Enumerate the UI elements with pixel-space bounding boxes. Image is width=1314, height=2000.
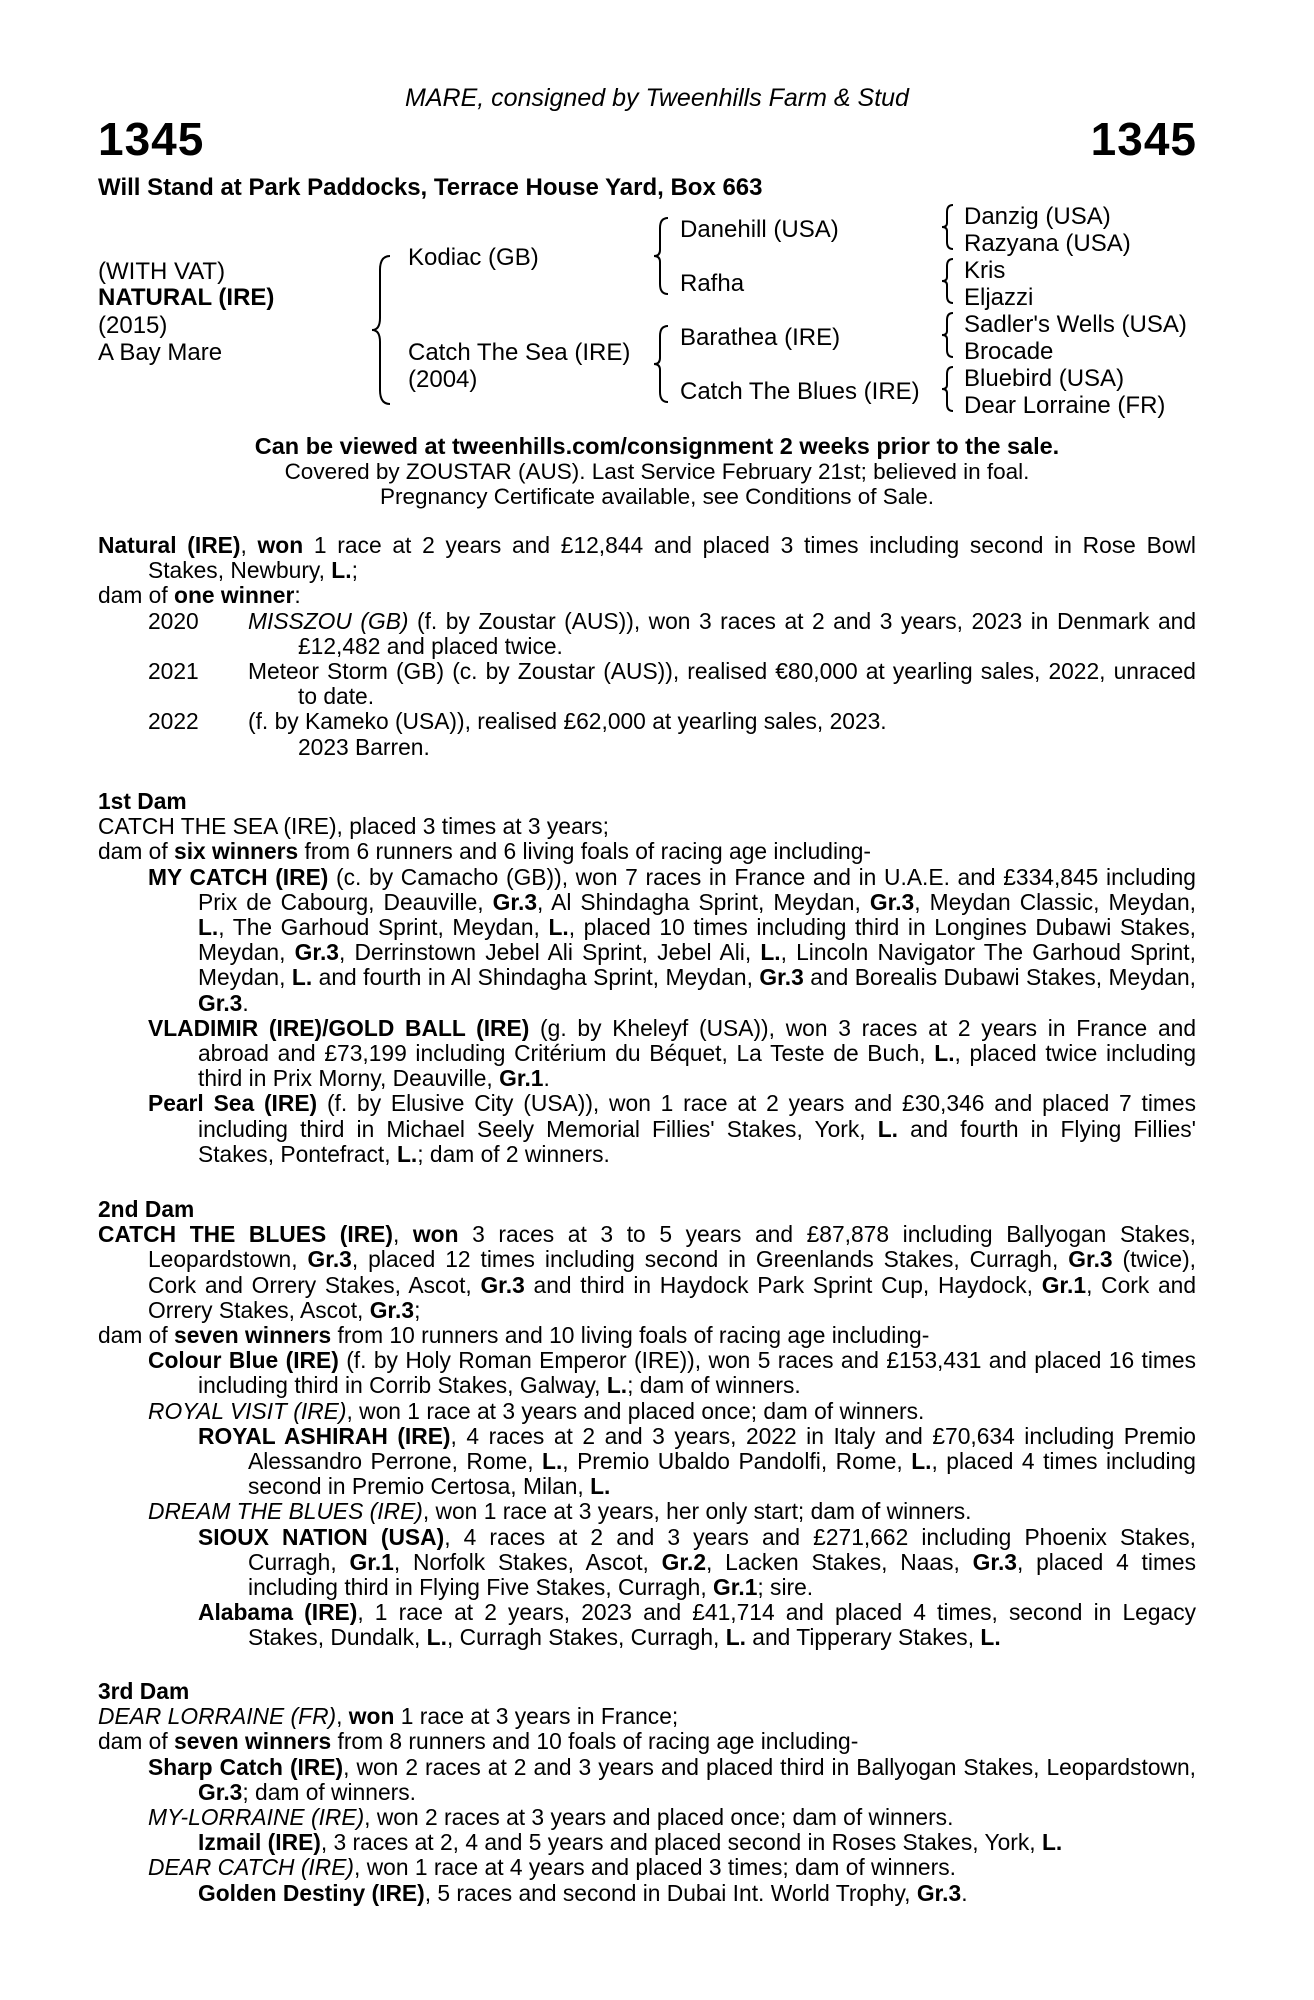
grade-mark: Gr.3 [480,1271,525,1298]
listed-mark: L. [291,964,313,991]
entry-text: . [543,1065,550,1092]
grade-mark: Gr.1 [713,1574,758,1601]
listed-mark: L. [911,1448,932,1475]
grand-progeny-entry [198,1600,1196,1650]
entry-text: , Cork and Orrery Stakes, Ascot, [148,1271,1196,1323]
entry-text: , placed 4 times including second in Premio Certosa, Milan, [248,1448,1196,1500]
listed-mark: L. [396,1140,418,1167]
section-title: 2nd Dam [98,1196,195,1222]
dam-record: DEAR LORRAINE (FR), won 1 race at 3 years in France; [98,1703,679,1730]
dam-of-line [98,1729,1196,1754]
sire-sire-dam: Razyana (USA) [964,230,1131,257]
entry-text: , won 2 races at 2 and 3 years and placed third in Ballyogan Stakes, Leopardstown, [343,1753,1197,1780]
entry-text: (g. by Kheleyf (USA)), won 3 races at 2 years in France and abroad and £73,199 including Critérium du Béquet, La Teste de Buch, [198,1014,1196,1067]
progeny-entry [148,1499,1196,1524]
progeny-name: DREAM THE BLUES (IRE) [148,1498,423,1525]
progeny-entry [148,1399,1196,1424]
progeny-entry [148,1091,1196,1167]
record-text-end: ; [351,557,358,584]
grand-progeny-entry [198,1424,1196,1500]
dam-of-suffix: from 6 runners and 6 living foals of racing age including- [298,838,871,865]
grade-mark: Gr.3 [198,1778,243,1805]
progeny-entry [148,1805,1196,1830]
foal-row [98,609,1196,659]
dam-year: (2004) [408,366,478,393]
dam-sire-dam: Brocade [964,338,1054,365]
progeny-entry [148,1755,1196,1805]
sire-dam: Rafha [680,270,745,297]
entry-text: (f. by Elusive City (USA)), won 1 race at 2 years and £30,346 and placed 7 times including third in Michael Seely Memorial Fillies' Stakes, York, [198,1090,1196,1142]
entry-text: (c. by Camacho (GB)), won 7 races in France and in U.A.E. and £334,845 including Prix de Cabourg, Deauville, [198,863,1196,915]
entry-text: . [961,1879,968,1906]
sire-sire: Danehill (USA) [680,216,839,243]
entry-text: , won 1 race at 3 years and placed once; dam of winners. [346,1397,925,1424]
entry-text: , 5 races and second in Dubai Int. World Trophy, [424,1879,917,1906]
entry-text: and fourth in Flying Fillies' Stakes, Pontefract, [198,1115,1196,1167]
entry-text: , won 2 races at 3 years and placed once; dam of winners. [364,1804,954,1831]
covered-note: Covered by ZOUSTAR (AUS). Last Service February 21st; believed in foal. [284,459,1030,484]
listed-mark: L. [198,914,219,941]
progeny-name: MY CATCH (IRE) [148,863,329,890]
pedigree-brace-ds [938,310,958,360]
listed-mark: L. [542,1448,563,1475]
grade-mark: Gr.1 [1041,1271,1087,1298]
progeny-entry [148,1348,1196,1398]
entry-text: , The Garhoud Sprint, Meydan, [218,914,549,941]
entry-text: , placed twice including third in Prix Morny, Deauville, [198,1040,1196,1092]
dam-record: CATCH THE BLUES (IRE), won 3 races at 3 to 5 years and £87,878 including Ballyogan Stakes, Leopardstown, Gr.3, placed 12 times including second in Greenlands Stakes, Curragh, Gr.3 (twice), Cork and Orrery Stakes, Ascot, Gr.3 and third in Haydock Park Sprint Cup, Haydock, Gr.1, Cork and Orrery Stakes, Ascot, Gr.3; [98,1221,1196,1323]
entry-text: and Borealis Dubawi Stakes, Meydan, [803,964,1196,991]
grade-mark: Gr.1 [499,1065,544,1092]
race-record-section [98,533,1196,760]
progeny-name: Sharp Catch (IRE) [148,1753,344,1780]
foal-name: MISSZOU (GB) [248,607,409,634]
listed-mark: L. [980,1624,1001,1651]
listed-mark: L. [606,1372,628,1399]
progeny-name: ROYAL VISIT (IRE) [148,1397,347,1424]
pedigree-brace-dd [938,364,958,414]
third-dam-section [98,1679,1196,1906]
record-text: 1 race at 2 years and £12,844 and placed 3 times including second in Rose Bowl Stakes, Newbury, [148,532,1196,584]
dam-of-suffix: from 10 runners and 10 living foals of racing age including- [331,1322,930,1349]
horse-name: NATURAL (IRE) [98,284,275,311]
dam-of-prefix: dam of [98,1728,175,1755]
grade-mark: Gr.3 [198,989,243,1016]
entry-text: ; [414,1296,421,1323]
listed-mark: L. [1041,1829,1063,1856]
entry-text: (twice), Cork and Orrery Stakes, Ascot, [148,1246,1196,1298]
entry-text: , placed 10 times including third in Longines Dubawi Stakes, Meydan, [198,914,1196,966]
dam-name: CATCH THE BLUES (IRE) [98,1221,393,1248]
race-record-para: Natural (IRE), won 1 race at 2 years and £12,844 and placed 3 times including second in Rose Bowl Stakes, Newbury, L.; [98,532,1196,584]
grade-mark: Gr.3 [307,1246,352,1273]
dam-dam-dam: Dear Lorraine (FR) [964,392,1166,419]
grand-progeny-entry [198,1881,1196,1906]
grade-mark: Gr.3 [492,888,537,915]
progeny-name: Pearl Sea (IRE) [148,1090,318,1117]
entry-text: , won 1 race at 3 years, her only start; dam of winners. [422,1498,972,1525]
dam-dam-sire: Bluebird (USA) [964,365,1125,392]
grade-mark: Gr.3 [369,1296,415,1323]
pedigree-brace-sd [938,256,958,306]
lot-number-left: 1345 [98,113,205,165]
foal-year: 2021 [148,658,199,685]
dam-of-prefix: dam of [98,1322,175,1349]
progeny-name: VLADIMIR (IRE)/GOLD BALL (IRE) [148,1014,530,1041]
sire-dam-dam: Eljazzi [964,284,1034,311]
progeny-entry [148,1855,1196,1880]
record-won: won [257,532,304,558]
grade-mark: Gr.2 [661,1548,707,1575]
entry-text: , Meydan Classic, Meydan, [914,888,1196,915]
entry-text: and fourth in Al Shindagha Sprint, Meydan, [312,964,760,991]
progeny-name: MY-LORRAINE (IRE) [148,1804,365,1831]
listed-mark: L. [426,1624,447,1651]
vat-label: (WITH VAT) [98,258,226,285]
grade-mark: Gr.3 [869,888,915,915]
second-dam-section [98,1197,1196,1651]
certificate-note: Pregnancy Certificate available, see Conditions of Sale. [379,484,935,509]
pedigree-brace-ss [938,202,958,252]
grade-mark: Gr.3 [1068,1246,1113,1273]
entry-text: , 1 race at 2 years, 2023 and £41,714 and placed 4 times, second in Legacy Stakes, Dundalk, [248,1599,1196,1651]
entry-text: , Al Shindagha Sprint, Meydan, [537,888,870,915]
entry-text: , 4 races at 2 and 3 years, 2022 in Italy and £70,634 including Premio Alessandro Perrone, Rome, [248,1422,1196,1475]
foal-year: 2020 [148,607,199,634]
entry-text: and Tipperary Stakes, [745,1624,981,1651]
lot-number-right: 1345 [1090,113,1197,165]
listed-mark: L. [934,1040,955,1067]
foal-text [248,609,1196,659]
dam-name: DEAR LORRAINE (FR) [98,1703,337,1730]
foal-detail: (f. by Zoustar (AUS)), won 3 races at 2 and 3 years, 2023 in Denmark and £12,482 and placed twice. [298,607,1196,659]
dam-of-winners: one winner [174,582,295,609]
pedigree-brace-dam [650,322,674,406]
progeny-name: DEAR CATCH (IRE) [148,1854,355,1881]
dam-dam: Catch The Blues (IRE) [680,378,920,405]
entry-text: , Norfolk Stakes, Ascot, [393,1548,662,1575]
dam-won: won [412,1221,459,1248]
listed-mark: L. [877,1115,898,1142]
foal-row [98,709,1196,759]
viewing-note: Can be viewed at tweenhills.com/consignment 2 weeks prior to the sale. [254,433,1060,459]
dam-of-winners: seven winners [174,1322,332,1349]
entry-text: , won 1 race at 4 years and placed 3 times; dam of winners. [354,1854,956,1881]
first-dam-section [98,789,1196,1167]
stand-location: Will Stand at Park Paddocks, Terrace House Yard, Box 663 [98,174,763,201]
horse-description: A Bay Mare [98,339,223,366]
entry-text: , Curragh Stakes, Curragh, [446,1624,726,1651]
sire-sire-sire: Danzig (USA) [964,203,1111,230]
section-title: 1st Dam [98,788,187,814]
entry-text: , Premio Ubaldo Pandolfi, Rome, [562,1448,912,1475]
listed-mark: L. [548,914,569,941]
pedigree-brace-main [368,252,398,408]
dam-of-winners: six winners [174,838,299,865]
entry-text: , Lincoln Navigator The Garhoud Sprint, Meydan, [198,939,1196,991]
progeny-name: ROYAL ASHIRAH (IRE) [198,1422,451,1449]
progeny-entry [148,865,1196,1016]
dam-won: won [348,1703,395,1730]
record-dam-of [98,583,1196,608]
entry-text: 3 races at 3 to 5 years and £87,878 including Ballyogan Stakes, Leopardstown, [148,1221,1196,1273]
progeny-name: SIOUX NATION (USA) [198,1523,445,1550]
record-horse-name: Natural (IRE) [98,532,241,558]
entry-text: , placed 12 times including second in Greenlands Stakes, Curragh, [351,1246,1069,1273]
entry-text: ; dam of 2 winners. [417,1140,610,1167]
dam-of-prefix: dam of [98,582,175,609]
progeny-name: Colour Blue (IRE) [148,1347,339,1374]
dam-sire: Barathea (IRE) [680,324,841,351]
dam-of-suffix: : [294,582,301,609]
listed-mark: L. [590,1473,611,1500]
dam-of-suffix: from 8 runners and 10 foals of racing age including- [331,1728,859,1755]
foal-row [98,659,1196,709]
listed-mark: L. [725,1624,746,1651]
grade-mark: Gr.3 [916,1879,962,1906]
grade-mark: Gr.3 [972,1548,1017,1575]
entry-text: and third in Haydock Park Sprint Cup, Haydock, [524,1271,1042,1298]
dam-name: Catch The Sea (IRE) [408,339,631,366]
entry-text: 1 race at 3 years in France; [394,1703,679,1730]
dam-sire-sire: Sadler's Wells (USA) [964,311,1187,338]
entry-text: , 3 races at 2, 4 and 5 years and placed second in Roses Stakes, York, [320,1829,1042,1856]
progeny-name: Alabama (IRE) [198,1599,358,1626]
pedigree-brace-sire [650,214,674,298]
grand-progeny-entry [198,1830,1196,1855]
sire-dam-sire: Kris [964,257,1006,284]
grand-progeny-entry [198,1525,1196,1601]
entry-text: (f. by Holy Roman Emperor (IRE)), won 5 races and £153,431 and placed 16 times including third in Corrib Stakes, Galway, [198,1347,1196,1399]
entry-text: , 4 races at 2 and 3 years and £271,662 including Phoenix Stakes, Curragh, [248,1523,1196,1575]
entry-text: ; sire. [757,1574,814,1601]
dam-of-prefix: dam of [98,838,175,865]
dam-of-line [98,1323,1196,1348]
entry-text: . [242,989,249,1016]
foal-text [248,709,1196,759]
dam-line: CATCH THE SEA (IRE), placed 3 times at 3 years; [98,813,609,840]
foal-detail: Meteor Storm (GB) (c. by Zoustar (AUS)), realised €80,000 at yearling sales, 2022, unraced to date. [248,658,1196,710]
entry-text: , Lacken Stakes, Naas, [706,1548,973,1575]
progeny-name: Izmail (IRE) [198,1829,321,1856]
entry-text: ; dam of winners. [242,1778,416,1805]
dam-of-line [98,839,1196,864]
entry-text: , placed 4 times including third in Flying Five Stakes, Curragh, [248,1548,1197,1601]
grade-mark: Gr.1 [349,1548,394,1575]
listed-mark: L. [331,557,352,584]
entry-text: , Derrinstown Jebel Ali Sprint, Jebel Ali, [338,939,761,966]
consignor-line: MARE, consigned by Tweenhills Farm & Stud [405,84,909,112]
foal-detail: (f. by Kameko (USA)), realised £62,000 at yearling sales, 2023. [248,708,887,735]
progeny-entry [148,1016,1196,1092]
section-title: 3rd Dam [98,1678,190,1704]
foal-year: 2022 [148,708,199,735]
horse-year: (2015) [98,312,168,339]
grade-mark: Gr.3 [759,964,804,991]
dam-of-winners: seven winners [174,1728,332,1755]
progeny-name: Golden Destiny (IRE) [198,1879,425,1906]
barren-note: 2023 Barren. [298,733,430,760]
sire-name: Kodiac (GB) [408,244,539,271]
entry-text: ; dam of winners. [627,1372,801,1399]
listed-mark: L. [760,939,781,966]
grade-mark: Gr.3 [294,939,339,966]
